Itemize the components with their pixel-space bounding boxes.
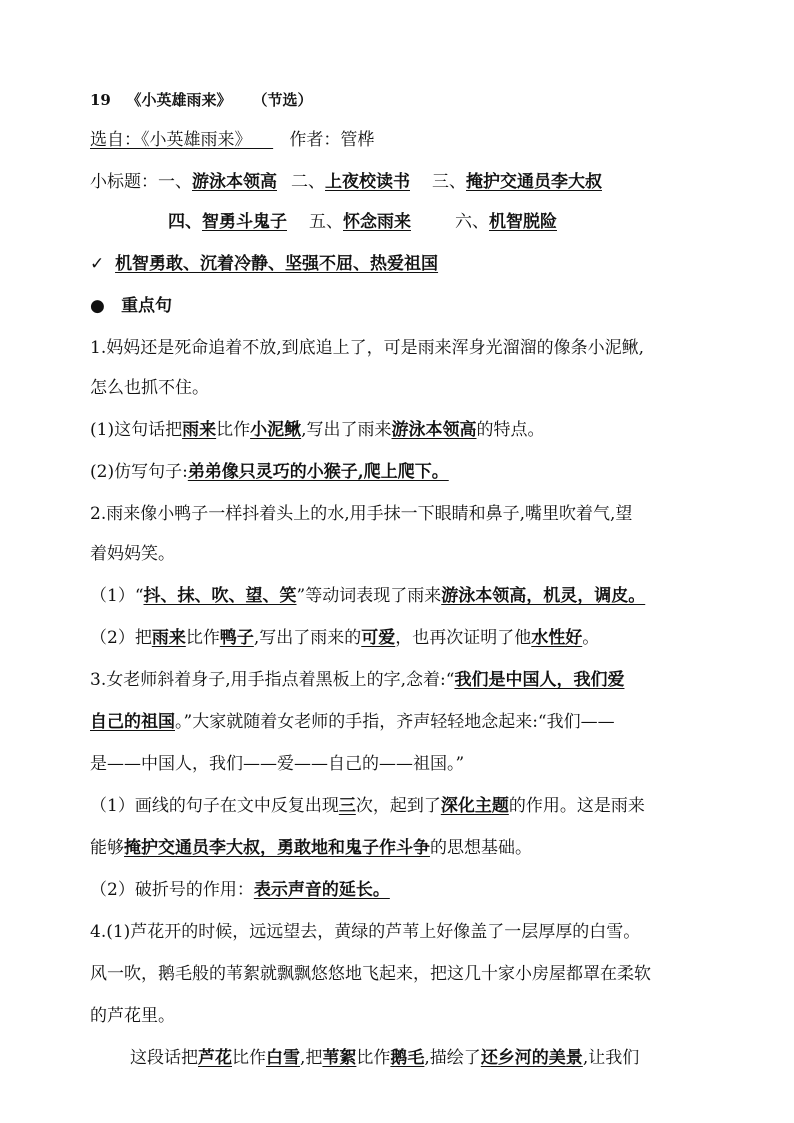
answer: 水性好 (531, 628, 583, 648)
answer: 深化主题 (440, 796, 509, 816)
qualities-text: 机智勇敢、沉着冷静、坚强不屈、热爱祖国 (115, 254, 439, 274)
subtitle-item: 机智脱险 (489, 212, 557, 232)
subtitle-item: 智勇斗鬼子 (202, 212, 287, 232)
source-line (90, 128, 374, 152)
lesson-number: 19 (90, 91, 111, 109)
subtitles-line-1 (90, 170, 602, 194)
sentence-1-question-2: (2)仿写句子:弟弟像只灵巧的小猴子,爬上爬下。 (90, 462, 449, 482)
answer: 鸭子 (219, 628, 254, 648)
answer: 雨来 (151, 628, 186, 648)
check-icon: ✓ (90, 254, 105, 274)
subtitle-num: 四、 (168, 212, 202, 232)
underlined-sentence: 我们是中国人，我们爱 (454, 670, 625, 690)
lesson-title (90, 88, 312, 112)
sentence-2-question-1: （1）“抖、抹、吹、望、笑”等动词表现了雨来游泳本领高，机灵，调皮。 (90, 586, 646, 606)
sentence-4-line-3: 的芦花里。 (90, 1006, 175, 1026)
lesson-excerpt-note: （节选） (252, 91, 313, 109)
answer: 可爱 (361, 628, 396, 648)
answer: 三 (338, 796, 356, 816)
answer: 游泳本领高，机灵，调皮。 (441, 586, 646, 606)
subtitles-label: 小标题： (90, 172, 158, 192)
subtitle-item: 上夜校读书 (325, 172, 410, 192)
subtitle-num: 二、 (291, 172, 325, 192)
subtitle-num: 三、 (432, 172, 466, 192)
answer: 掩护交通员李大叔，勇敢地和鬼子作斗争 (124, 838, 430, 858)
author-label: 作者： (289, 130, 341, 150)
subtitle-item: 掩护交通员李大叔 (466, 172, 602, 192)
author-name: 管桦 (340, 130, 375, 150)
sentence-1-question-1: (1)这句话把雨来比作小泥鳅,写出了雨来游泳本领高的特点。 (90, 420, 545, 440)
source-book: 《小英雄雨来》 (141, 130, 252, 150)
character-qualities (90, 252, 438, 276)
sentence-3-question-1b: 能够掩护交通员李大叔，勇敢地和鬼子作斗争的思想基础。 (90, 838, 532, 858)
sentence-2-question-2: （2）把雨来比作鸭子,写出了雨来的可爱，也再次证明了他水性好。 (90, 628, 600, 648)
answer: 苇絮 (322, 1048, 357, 1068)
bullet-icon: ● (90, 296, 105, 316)
subtitle-item: 怀念雨来 (343, 212, 411, 232)
answer: 白雪 (266, 1048, 300, 1068)
subtitles-line-2 (168, 210, 557, 234)
sentence-3-line-3: 是——中国人，我们——爱——自己的——祖国。” (90, 754, 465, 774)
sentence-4-analysis: 这段话把芦花比作白雪,把苇絮比作鹅毛,描绘了还乡河的美景,让我们 (130, 1048, 640, 1068)
answer: 鹅毛 (390, 1048, 425, 1068)
sentence-2-line-1: 2.雨来像小鸭子一样抖着头上的水,用手抹一下眼睛和鼻子,嘴里吹着气,望 (90, 504, 633, 524)
answer: 还乡河的美景 (480, 1048, 583, 1068)
underlined-sentence: 自己的祖国 (90, 712, 175, 732)
sentence-2-line-2: 着妈妈笑。 (90, 544, 175, 564)
lesson-name: 《小英雄雨来》 (126, 91, 232, 109)
answer: 游泳本领高 (391, 420, 477, 440)
sentence-3-line-1: 3.女老师斜着身子,用手指点着黑板上的字,念着:“我们是中国人，我们爱 (90, 670, 625, 690)
sentence-3-line-2: 自己的祖国。”大家就随着女老师的手指，齐声轻轻地念起来:“我们—— (90, 712, 615, 732)
subtitle-num: 五、 (309, 212, 343, 232)
answer: 小泥鳅 (250, 420, 302, 440)
sentence-1-line-2: 怎么也抓不住。 (90, 378, 209, 398)
answer: 表示声音的延长。 (253, 880, 390, 900)
subtitle-item: 游泳本领高 (192, 172, 277, 192)
sentence-3-question-2: （2）破折号的作用：表示声音的延长。 (90, 880, 390, 900)
source-label: 选自： (90, 130, 141, 150)
answer: 弟弟像只灵巧的小猴子,爬上爬下。 (187, 462, 449, 482)
key-sentences-label: 重点句 (121, 296, 173, 316)
key-sentences-heading (90, 294, 172, 318)
sentence-4-line-1: 4.(1)芦花开的时候，远远望去，黄绿的芦苇上好像盖了一层厚厚的白雪。 (90, 922, 641, 942)
sentence-3-question-1a: （1）画线的句子在文中反复出现三次，起到了深化主题的作用。这是雨来 (90, 796, 645, 816)
sentence-1-line-1: 1.妈妈还是死命追着不放,到底追上了，可是雨来浑身光溜溜的像条小泥鳅, (90, 338, 645, 358)
answer: 抖、抹、吹、望、笑 (143, 586, 297, 606)
subtitle-num: 六、 (455, 212, 489, 232)
sentence-4-line-2: 风一吹，鹅毛般的苇絮就飘飘悠悠地飞起来，把这几十家小房屋都罩在柔软 (90, 964, 651, 984)
answer: 雨来 (182, 420, 217, 440)
answer: 芦花 (198, 1048, 232, 1068)
subtitle-num: 一、 (158, 172, 192, 192)
